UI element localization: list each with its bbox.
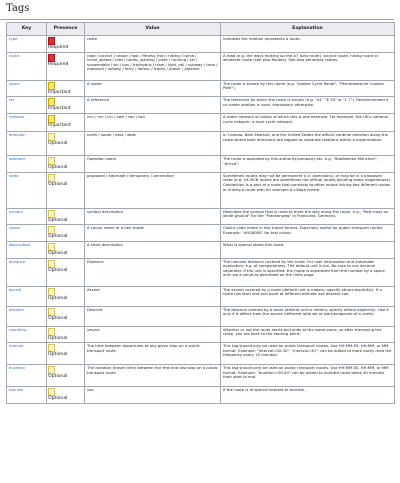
presence-cell <box>47 97 85 114</box>
key-cell[interactable]: description <box>7 241 47 258</box>
value-cell: yes <box>85 387 221 404</box>
table-row <box>7 241 395 258</box>
explanation-cell: The ascent covered by a route (default unit is meters; specify others explicitly). If a route has start and end point at different altitude use descent too. <box>221 286 395 306</box>
required-badge-icon <box>48 54 55 62</box>
explanation-cell: The descent covered by a route (default unit is meters; specify others explicitly). Use it only if it differs from the ascent (different altitude of start/endpoints of a route). <box>221 306 395 326</box>
table-row <box>7 365 395 387</box>
table-row <box>7 36 395 53</box>
key-cell[interactable]: direction <box>7 132 47 156</box>
explanation-cell: Sometimes routes may not be permanent (i.e. diversions), or may be in a proposed state (e.g. UK NCN routes are sometimes not official routes pending some negotiations). Connection is a part of a route that connects to other routes linking two different routes or linking a route with for example a village centre. <box>221 172 395 208</box>
presence-cell <box>47 114 85 132</box>
key-cell[interactable]: interval <box>7 343 47 365</box>
presence-cell <box>47 365 85 387</box>
header-presence[interactable]: Presence <box>47 23 85 36</box>
value-cell: symbol description <box>85 208 221 225</box>
key-cell[interactable]: ascent <box>7 286 47 306</box>
key-cell[interactable]: operator <box>7 156 47 173</box>
explanation-cell: A road (e.g. the ways making up the A7 auto route), bicycle route, hiking route or whatever route (see also Routes). See also aerialway routes. <box>221 52 395 80</box>
table-row <box>7 132 395 156</box>
table-row <box>7 387 395 404</box>
value-cell: A reference <box>85 97 221 114</box>
presence-cell <box>47 208 85 225</box>
optional-badge-icon <box>48 388 55 396</box>
key-cell[interactable]: roundtrip <box>7 326 47 343</box>
table-row <box>7 326 395 343</box>
explanation-cell: Describes the symbol that is used to mark the way along the route, e.g., "Red cross on white ground" for the "Frankenweg" in Franconia, Germany. <box>221 208 395 225</box>
explanation-cell: Indicates the relation represents a route. <box>221 36 395 53</box>
presence-cell <box>47 156 85 173</box>
presence-cell <box>47 36 85 53</box>
table-row <box>7 306 395 326</box>
value-cell: Ascent <box>85 286 221 306</box>
table-row <box>7 80 395 97</box>
value-cell: A name <box>85 80 221 97</box>
optional-badge-icon <box>48 157 55 165</box>
header-explanation[interactable]: Explanation <box>221 23 395 36</box>
key-cell[interactable]: ref <box>7 97 47 114</box>
value-cell: north / south / east / west <box>85 132 221 156</box>
presence-cell <box>47 80 85 97</box>
important-badge-icon <box>48 98 55 106</box>
presence-cell <box>47 387 85 404</box>
required-badge-icon <box>48 37 55 45</box>
presence-label: Required <box>48 45 69 50</box>
value-cell: The time between departures at any given stop on a public transport route <box>85 343 221 365</box>
presence-label: Required <box>48 61 69 67</box>
presence-cell <box>47 326 85 343</box>
table-row <box>7 286 395 306</box>
value-cell: Operator name <box>85 156 221 173</box>
explanation-cell: The route is known by this name (e.g. "Jubilee Cycle Route", "Pembrokeshire Coastal Path"). <box>221 80 395 97</box>
optional-badge-icon <box>48 133 55 141</box>
presence-label: Optional <box>48 217 68 223</box>
explanation-cell: Whether or not the route starts and ends at the same place, so after traversing the route, you are back to the starting point. <box>221 326 395 343</box>
key-cell[interactable]: symbol <box>7 208 47 225</box>
presence-label: Important <box>48 123 71 129</box>
presence-label: Optional <box>48 335 68 341</box>
presence-cell <box>47 258 85 286</box>
key-cell[interactable]: state <box>7 172 47 208</box>
tags-table <box>6 22 395 404</box>
explanation-cell: In Canada, New Zealand, and the United States the official cardinal direction along the route where both directions are tagged as separate relations within a superrelation. <box>221 132 395 156</box>
optional-badge-icon <box>48 344 55 352</box>
table-row <box>7 114 395 132</box>
optional-badge-icon <box>48 308 55 316</box>
table-header-row <box>7 23 395 36</box>
header-key[interactable]: Key <box>7 23 47 36</box>
presence-label: Optional <box>48 181 68 187</box>
value-cell: A colour name or a hex triplet <box>85 225 221 242</box>
table-row <box>7 258 395 286</box>
section-title: Tags <box>0 0 394 20</box>
optional-badge-icon <box>48 174 55 182</box>
value-cell: The duration (travel time) between the first and last stop on a public transport route <box>85 365 221 387</box>
table-row <box>7 343 395 365</box>
table-row <box>7 172 395 208</box>
value-cell: road / bicycle / canoe / foot / fitness_trail / hiking / horse / inline_skates / mtb / nordic_walking / piste / running / ski / snowmobile / ski / bus / trolleybus / tram / light_rail / subway / train / monorail / railway / ferry / detour / tracks / power / pipeline <box>85 52 221 80</box>
explanation-cell: If the route is of special interest to tourists. <box>221 387 395 404</box>
table-row <box>7 97 395 114</box>
presence-label: Optional <box>48 295 68 301</box>
presence-label: Optional <box>48 141 68 147</box>
presence-label: Optional <box>48 250 68 256</box>
key-cell[interactable]: network <box>7 114 47 132</box>
presence-label: Important <box>48 106 71 112</box>
value-cell: A short description <box>85 241 221 258</box>
optional-badge-icon <box>48 328 55 336</box>
presence-label: Optional <box>48 396 68 402</box>
key-cell[interactable]: duration <box>7 365 47 387</box>
presence-cell <box>47 52 85 80</box>
table-row <box>7 52 395 80</box>
presence-label: Optional <box>48 234 68 240</box>
presence-cell <box>47 172 85 208</box>
optional-badge-icon <box>48 260 55 268</box>
presence-cell <box>47 306 85 326</box>
table-body <box>7 36 395 404</box>
key-cell[interactable]: name <box>7 80 47 97</box>
presence-cell <box>47 343 85 365</box>
explanation-cell: The reference by which the route is known (e.g. "A1" "E 55" or "L 7"). Recommended if no name relation is used, mandatory otherwise. <box>221 97 395 114</box>
key-cell[interactable]: distance <box>7 258 47 286</box>
presence-cell <box>47 132 85 156</box>
explanation-cell: The route is operated by this authority/company etc. e.g. "Stadtwerke München", "Arriva". <box>221 156 395 173</box>
value-cell: route <box>85 36 221 53</box>
presence-label: Optional <box>48 165 68 171</box>
presence-label: Optional <box>48 267 68 273</box>
presence-cell <box>47 225 85 242</box>
value-cell: Descent <box>85 306 221 326</box>
explanation-cell: This tag should only be used on public transport routes. Use HH:MM:SS, HH:MM, or MM format. Example: "interval=00:30"; "interval=30"; can be added to more easily read the frequency every 15 minutes. <box>221 343 395 365</box>
optional-badge-icon <box>48 366 55 374</box>
explanation-cell: This tag should only be used on public transport routes. Use HH:MM:SS, HH:MM, or MM format. Example: "duration=00:40" can be added to indicate route takes 40 minutes from start to end. <box>221 365 395 387</box>
table-row <box>7 225 395 242</box>
value-cell: Distance <box>85 258 221 286</box>
presence-label: Optional <box>48 374 68 380</box>
table-row <box>7 208 395 225</box>
presence-cell <box>47 241 85 258</box>
important-badge-icon <box>48 115 55 123</box>
key-cell[interactable]: route <box>7 52 47 80</box>
key-cell[interactable]: type <box>7 36 47 53</box>
key-cell[interactable]: colour <box>7 225 47 242</box>
key-cell[interactable]: tourism <box>7 387 47 404</box>
table-row <box>7 156 395 173</box>
explanation-cell: Colour code noted in hex triplet format. Especially useful for public transport routes. Example: "#008080" for teal colour. <box>221 225 395 242</box>
presence-label: Important <box>48 89 71 95</box>
presence-label: Optional <box>48 315 68 321</box>
header-value[interactable]: Value <box>85 23 221 36</box>
explanation-cell: A wider network of routes of which this is one example. For example, the UK's national cycle network; a local cycle network. <box>221 114 395 132</box>
key-cell[interactable]: descent <box>7 306 47 326</box>
optional-badge-icon <box>48 288 55 296</box>
value-cell: proposed / alternate / temporary / connection <box>85 172 221 208</box>
explanation-cell: The nominal distance covered by the route. For user information and automatic evaluation; e.g. of completeness. The default unit is km. Be sure to use decimal separator. If the unit is specified: the mode is separated from the number by a space and use a value as described on the Units page. <box>221 258 395 286</box>
value-cell: yes/no <box>85 326 221 343</box>
value-cell: ncn / rcn / lcn / nwn / iwn / lwn <box>85 114 221 132</box>
explanation-cell: What is special about this route. <box>221 241 395 258</box>
presence-cell <box>47 286 85 306</box>
important-badge-icon <box>48 82 55 90</box>
optional-badge-icon <box>48 210 55 218</box>
optional-badge-icon <box>48 243 55 251</box>
presence-label: Optional <box>48 352 68 358</box>
